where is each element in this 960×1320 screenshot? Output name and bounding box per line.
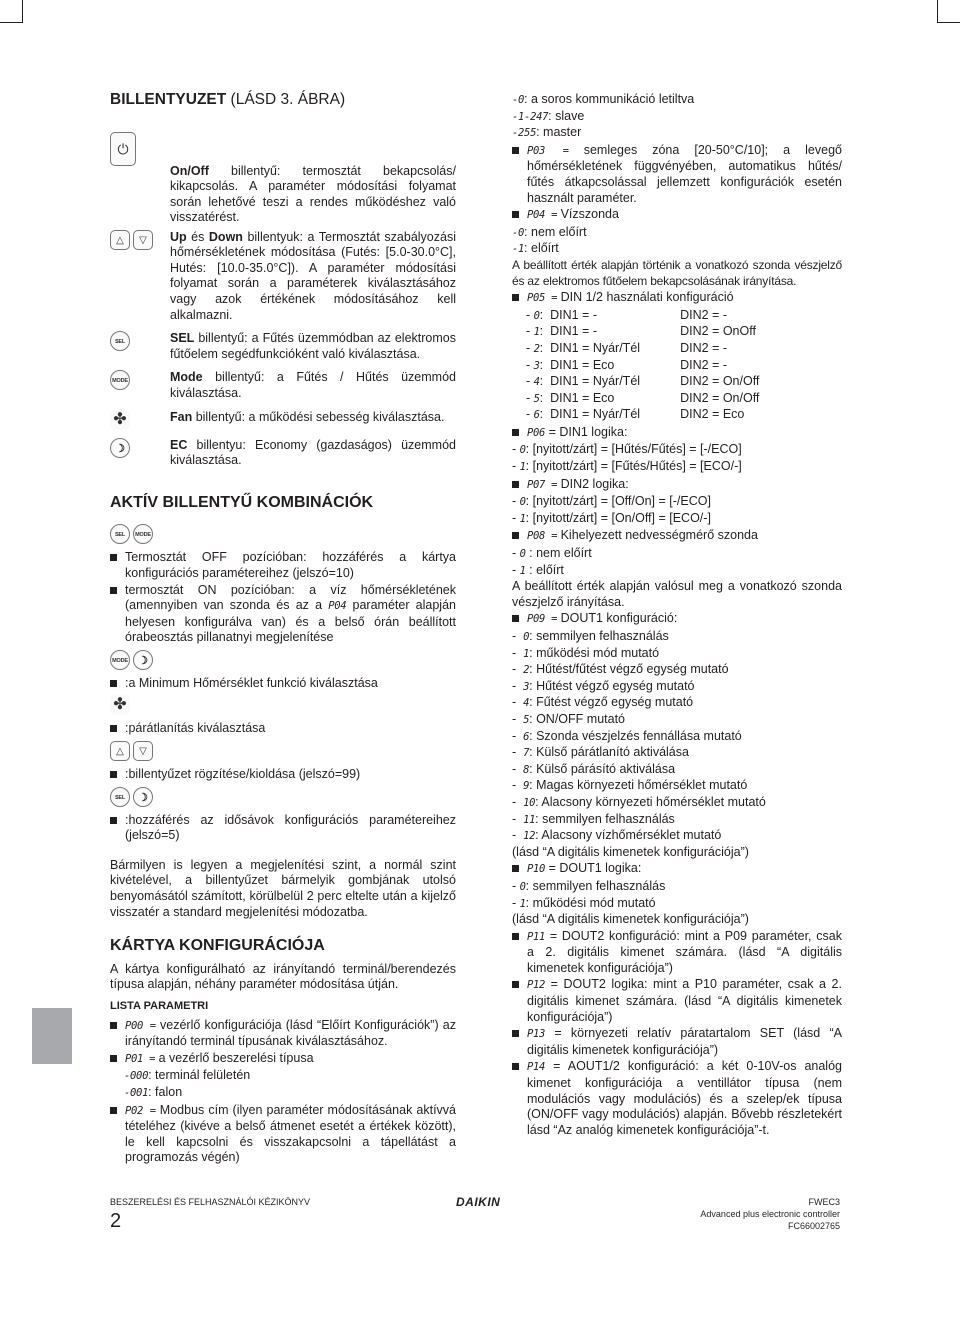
sel-key-icon: SEL (110, 524, 130, 544)
onoff-key-block (110, 112, 456, 225)
p05-option: - 4: DIN1 = Nyár/Tél DIN2 = On/Off (526, 374, 760, 389)
crop-mark-left (0, 0, 23, 23)
crop-mark-right (937, 0, 960, 23)
param-p01-option: -001: falon (124, 1084, 183, 1099)
p05-option: - 3: DIN1 = Eco DIN2 = - (526, 357, 727, 372)
footer-code: FC66002765 (787, 1221, 840, 1231)
p09-option: - 4: Fűtést végző egység mutató (512, 695, 694, 710)
p05-options (512, 308, 842, 424)
sel-key-block: SEL SEL billentyű: a Fűtés üzemmódban az elektromos fűtőelem segédfunkcióként való kiválasztása. (110, 331, 456, 362)
p09-option: - 12: Alacsony vízhőmérséklet mutató (512, 828, 722, 843)
combo2-item: :a Minimum Hőmérséklet funkció kiválasztása (110, 676, 456, 692)
p09-option: - 7: Külső párátlanító aktiválása (512, 745, 689, 760)
p02-option: -0: a soros kommunikáció letiltva (512, 92, 695, 106)
keyboard-heading: BILLENTYUZET (LÁSD 3. ÁBRA) (110, 91, 346, 108)
combo1-item: termosztát ON pozícióban: a víz hőmérsékletének (amennyiben van szonda és az a P04 paraméter alapján helyesen konfigurálva van) és a belső órán beállított órabeosztás pillanatnyi megjelenítése (110, 583, 456, 646)
p04-option: -0: nem előírt (512, 224, 587, 239)
sel-key-icon: SEL (110, 787, 130, 807)
p02-option: -1-247: slave (512, 108, 585, 123)
p09-options (512, 629, 842, 845)
p09-option: - 9: Magas környezeti hőmérséklet mutató (512, 778, 748, 793)
param-p03: P03 = semleges zóna [20-50°C/10]; a levegő hőmérsékletének függvényében, automatikus hűtés/ fűtés átkapcsolással jellemzett konfigurációk esetén használt paraméter. (512, 143, 842, 206)
combo-sel-ec (110, 787, 456, 807)
onoff-label: On/Off (170, 163, 209, 178)
param-p05: P05 = DIN 1/2 használati konfiguráció (512, 290, 842, 307)
p05-option: - 1: DIN1 = - DIN2 = OnOff (526, 324, 756, 339)
fan-key-block: ✤ Fan billentyű: a működési sebesség kiválasztása. (110, 410, 456, 430)
up-key-icon: △ (110, 230, 130, 250)
param-p09: P09 = DOUT1 konfiguráció: (512, 611, 842, 628)
param-p07: P07 = DIN2 logika: (512, 477, 842, 494)
p08-note: A beállított érték alapján valósul meg a vonatkozó szonda vészjelző irányítása. (512, 579, 842, 609)
p04-option: -1: előírt (512, 241, 559, 256)
right-column (512, 92, 842, 1139)
footer-product-info (700, 1196, 840, 1232)
p06-option: - 0: [nyitott/zárt] = [Hűtés/Fűtés] = [-/ECO] (512, 442, 742, 457)
combo1-item: Termosztát OFF pozícióban: hozzáférés a kártya konfigurációs paramétereihez (jelszó=10) (110, 550, 456, 581)
param-p13: P13 = környezeti relatív páratartalom SET (lásd “A digitális kimenetek konfigurációja”) (512, 1026, 842, 1058)
brand-logo: DAIKIN (456, 1195, 501, 1209)
left-column (110, 92, 456, 1167)
timeout-note: Bármilyen is legyen a megjelenítési szint, a normál szint kivételével, a billentyűzet bármelyik gombjának utolsó benyomásától számított, körülbelül 2 perc eltelte után a kijelző visszatér a standard megjelenítési módozatba. (110, 857, 456, 919)
p02-option: -255: master (512, 125, 582, 140)
sel-key-icon: SEL (110, 331, 130, 351)
up-key-icon: △ (110, 741, 130, 761)
p09-option: - 1: működési mód mutató (512, 645, 660, 660)
p09-ref: (lásd “A digitális kimenetek konfigurációja”) (512, 844, 749, 859)
power-key-icon: ⏻ (110, 132, 136, 166)
param-p01: P01 = a vezérlő beszerelési típusa (110, 1051, 456, 1068)
p09-option: - 5: ON/OFF mutató (512, 711, 625, 726)
combo4-item: :billentyűzet rögzítése/kioldása (jelszó=99) (110, 767, 456, 783)
combo3-item: :párátlanítás kiválasztása (110, 721, 456, 737)
footer-product: Advanced plus electronic controller (700, 1209, 840, 1219)
p06-option: - 1: [nyitott/zárt] = [Fűtés/Hűtés] = [ECO/-] (512, 459, 742, 474)
p09-option: - 8: Külső párásító aktiválása (512, 761, 676, 776)
page-tab-marker (32, 1008, 72, 1064)
param-p06: P06 = DIN1 logika: (512, 425, 842, 442)
ec-key-icon: ☽ (133, 650, 153, 670)
combo-up-down (110, 741, 456, 761)
p10-option: - 1: működési mód mutató (512, 895, 656, 910)
mode-key-icon: MODE (133, 524, 153, 544)
p07-option: - 0: [nyitott/zárt] = [Off/On] = [-/ECO] (512, 494, 711, 509)
p09-option: - 11: semmilyen felhasználás (512, 811, 675, 826)
p09-option: - 6: Szonda vészjelzés fennállása mutató (512, 728, 742, 743)
combo5-item: :hozzáférés az idősávok konfigurációs paramétereihez (jelszó=5) (110, 813, 456, 844)
mode-key-icon: MODE (110, 370, 130, 390)
param-p02: P02 = Modbus cím (ilyen paraméter módosításának aktívvá tételéhez (kivéve a belső átmenet esetét a értékek között), le kell kapcsolni és visszakapcsolni a tápellátást a programozás végén) (110, 1103, 456, 1166)
footer-model: FWEC3 (808, 1197, 840, 1207)
ec-key-icon: ☽ (110, 438, 130, 458)
p05-option: - 6: DIN1 = Nyár/Tél DIN2 = Eco (526, 407, 745, 422)
ec-key-icon: ☽ (133, 787, 153, 807)
p08-option: - 1 : előírt (512, 562, 564, 577)
p09-option: - 0: semmilyen felhasználás (512, 629, 669, 643)
p07-option: - 1: [nyitott/zárt] = [On/Off] = [ECO/-] (512, 510, 711, 525)
mode-key-icon: MODE (110, 650, 130, 670)
p05-option: - 2: DIN1 = Nyár/Tél DIN2 = - (526, 340, 727, 355)
p04-note: A beállított érték alapján történik a vonatkozó szonda vészjelző és az elektromos fűtőelem bekapcsolásának irányítása. (512, 257, 842, 288)
combo-mode-ec (110, 650, 456, 670)
param-p08: P08 = Kihelyezett nedvességmérő szonda (512, 528, 842, 545)
p09-option: - 3: Hűtést végző egység mutató (512, 678, 695, 693)
p10-option: - 0: semmilyen felhasználás (512, 878, 666, 893)
combo-sel-mode (110, 524, 456, 544)
combo-fan (110, 695, 456, 715)
updown-key-block: △ ▽ Up és Down billentyuk: a Termosztát szabályozási hőmérsékletének módosítása (Futés: [5.0-30.0°C], Hutés: [10.0-35.0°C]). A paraméter módosítási folyamat során a paraméterek kiválasztásához vagy azok értékének módosításához kell alkalmazni. (110, 230, 456, 324)
param-p01-option: -000: terminál felületén (124, 1068, 251, 1083)
param-p11: P11 = DOUT2 konfiguráció: mint a P09 paraméter, csak a 2. digitális kimenet számára. (lásd “A digitális kimenetek konfigurációja”) (512, 929, 842, 977)
param-p00: P00 = vezérlő konfigurációja (lásd “Előírt Konfigurációk”) az irányítandó terminál típusának kiválasztásához. (110, 1018, 456, 1050)
param-p10: P10 = DOUT1 logika: (512, 861, 842, 878)
p08-option: - 0 : nem előírt (512, 546, 592, 561)
footer-manual-title: BESZERELÉSI ÉS FELHASZNÁLÓI KÉZIKÖNYV (110, 1197, 311, 1207)
p09-option: - 10: Alacsony környezeti hőmérséklet mutató (512, 794, 766, 809)
p05-option: - 0: DIN1 = - DIN2 = - (526, 307, 727, 322)
card-config-intro: A kártya konfigurálható az irányítandó terminál/berendezés típusa alapján, néhány paraméter módosítása útján. (110, 961, 456, 992)
p09-option: - 2: Hűtést/fűtést végző egység mutató (512, 662, 729, 677)
p05-option: - 5: DIN1 = Eco DIN2 = On/Off (526, 390, 760, 405)
params-heading: LISTA PARAMETRI (110, 1000, 209, 1012)
p10-ref: (lásd “A digitális kimenetek konfigurációja”) (512, 912, 749, 927)
fan-key-icon: ✤ (110, 695, 130, 715)
down-key-icon: ▽ (133, 741, 153, 761)
mode-key-block: MODE Mode billentyű: a Fűtés / Hűtés üzemmód kiválasztása. (110, 370, 456, 401)
param-p14: P14 = AOUT1/2 konfiguráció: a két 0-10V-os analóg kimenet konfigurációja a ventillátor típusa (nem modulációs vagy modulációs) és a szelep/ek típusa (ON/OFF vagy modulációs) alapján. Bővebb részletekért lásd “Az analóg kimenetek konfigurációja”-t. (512, 1059, 842, 1138)
page-number: 2 (110, 1210, 122, 1232)
param-p12: P12 = DOUT2 logika: mint a P10 paraméter, csak a 2. digitális kimenet számára. (lásd “A digitális kimenetek konfigurációja”) (512, 977, 842, 1025)
onoff-text: billentyű: termosztát bekapcsolás/ kikapcsolás. A paraméter módosítási folyamat során lehetővé teszi a rendes működéshez való visszatérést. (170, 163, 456, 225)
combos-heading: AKTÍV BILLENTYŰ KOMBINÁCIÓK (110, 493, 374, 511)
card-config-heading: KÁRTYA KONFIGURÁCIÓJA (110, 937, 325, 955)
param-p04: P04 = Vízszonda (512, 207, 842, 224)
ec-key-block: ☽ EC billentyu: Economy (gazdaságos) üzemmód kiválasztása. (110, 438, 456, 469)
down-key-icon: ▽ (133, 230, 153, 250)
fan-key-icon: ✤ (110, 410, 130, 430)
